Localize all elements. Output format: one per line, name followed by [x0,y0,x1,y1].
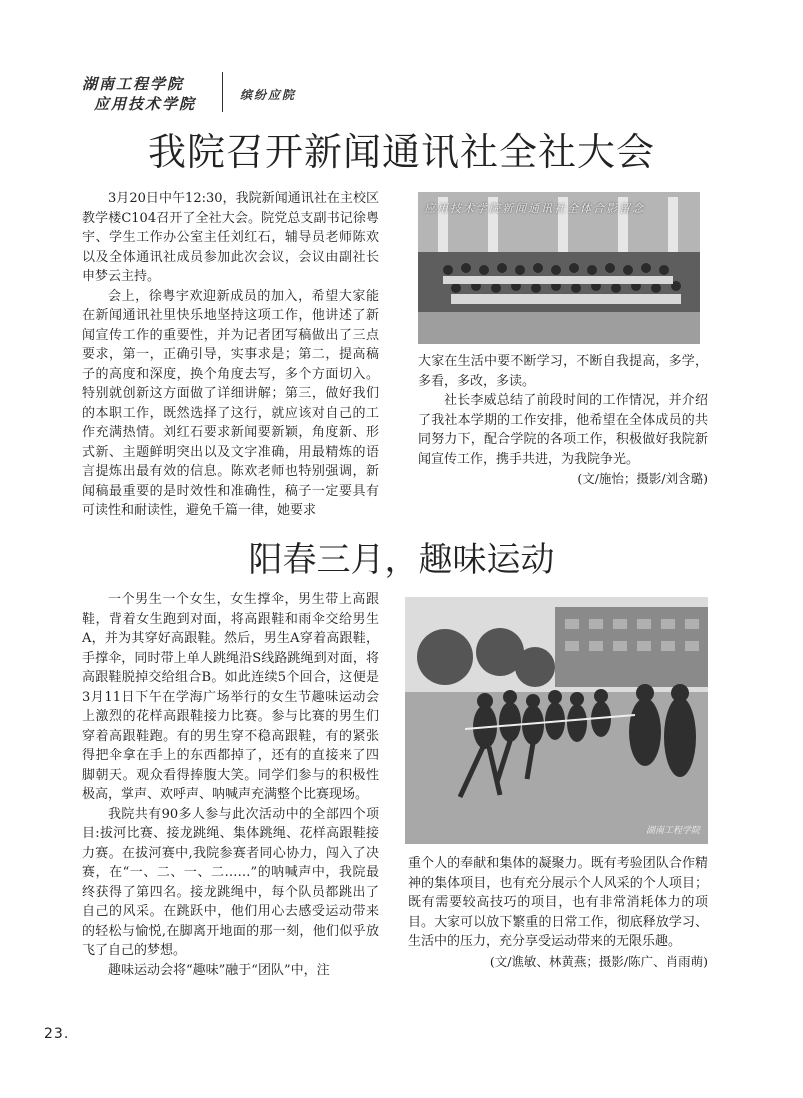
section-name: 缤纷应院 [240,88,297,102]
photo-caption-text: 应用技术学院新闻通讯社全体合影留念 [424,202,645,215]
article2-tug-of-war-photo [405,597,708,844]
article2-continuation: 重个人的奉献和集体的凝聚力。既有考验团队合作精神的集体项目，也有充分展示个人风采的个人项目；既有需要较高技巧的项目，也有非常消耗体力的项目。大家可以放下繁重的日常工作，彻底释放学习、生活中的压力，充分享受运动带来的无限乐趣。 [408,856,708,949]
article2-right-column [408,854,708,971]
article2-title: 阳春三月，趣味运动 [248,540,555,580]
article1-paragraph: 会上，徐粤宇欢迎新成员的加入，希望大家能在新闻通讯社里快乐地坚持这项工作，他讲述了新闻宣传工作的重要性，并为记者团写稿做出了三点要求，第一，正确引导，实事求是；第二，提高稿子的高度和深度，换个角度去写，多个方面切入。特别就创新这方面做了详细讲解；第三，做好我们的本职工作，既然选择了这行，就应该对自己的工作充满热情。刘红石要求新闻要新颖，角度新、形式新、主题鲜明突出以及文字准确，用最精炼的语言提炼出最有效的信息。陈欢老师也特别强调，新闻稿最重要的是时效性和准确性，稿子一定要具有可读性和耐读性，避免千篇一律，她要求 [82,288,379,518]
article1-title: 我院召开新闻通讯社全社大会 [147,130,655,174]
article1-paragraph: 社长李威总结了前段时间的工作情况，并介绍了我社本学期的工作安排，他希望在全体成员的共同努力下，配合学院的各项工作，积极做好我院新闻宣传工作，携手共进，为我院争光。 [418,393,708,467]
article2-paragraph: 趣味运动会将“趣味”融于“团队”中，注 [108,962,330,978]
article1-continuation: 大家在生活中要不断学习，不断自我提高，多学，多看，多改，多读。 [418,354,708,389]
page-number: 23. [44,1026,70,1042]
school-name-line2: 应用技术学院 [94,95,197,113]
article1-left-column [82,189,379,521]
article2-paragraph: 一个男生一个女生，女生撑伞，男生带上高跟鞋，背着女生跑到对面，将高跟鞋和雨伞交给男生A，并为其穿好高跟鞋。然后，男生A穿着高跟鞋，手撑伞，同时带上单人跳绳沿S线路跳绳到对面，将高跟鞋脱掉交给组合B。如此连续5个回合，这便是3月11日下午在学海广场举行的女生节趣味运动会上激烈的花样高跟鞋接力比赛。参与比赛的男生们穿着高跟鞋跑。有的男生穿不稳高跟鞋，有的紧张得把伞拿在手上的东西都掉了，还有的直接来了四脚朝天。观众看得捧腹大笑。同学们参与的积极性极高，掌声、欢呼声、呐喊声充满整个比赛现场。 [82,592,379,802]
article1-credit: (文/施怡；摄影/刘含璐) [577,471,708,486]
article1-paragraph: 3月20日中午12:30，我院新闻通讯社在主校区教学楼C104召开了全社大会。院党总支副书记徐粤宇、学生工作办公室主任刘红石，辅导员老师陈欢以及全体通讯社成员参加此次会议，会议由副社长申梦云主持。 [82,191,379,284]
article2-paragraph: 我院共有90多人参与此次活动中的全部四个项目:拔河比赛、接龙跳绳、集体跳绳、花样高跟鞋接力赛。在拔河赛中,我院参赛者同心协力，闯入了决赛，在“一、二、一、二……”的呐喊声中，我院最终获得了第四名。接龙跳绳中，每个队员都跳出了自己的风采。在跳跃中，他们用心去感受运动带来的轻松与愉悦,在脚离开地面的那一刻，他们似乎放飞了自己的梦想。 [82,806,379,958]
article1-group-photo [418,192,700,344]
tug-of-war-illustration [405,597,708,844]
masthead-logo [82,74,232,114]
article2-credit: (文/谯敏、林黄燕；摄影/陈广、肖雨萌) [489,953,708,969]
school-name-line1: 湖南工程学院 [82,75,185,93]
photo-watermark: 湖南工程学院 [645,826,700,836]
header-divider [222,72,223,112]
article1-right-column [418,352,708,489]
article2-left-column [82,590,379,980]
